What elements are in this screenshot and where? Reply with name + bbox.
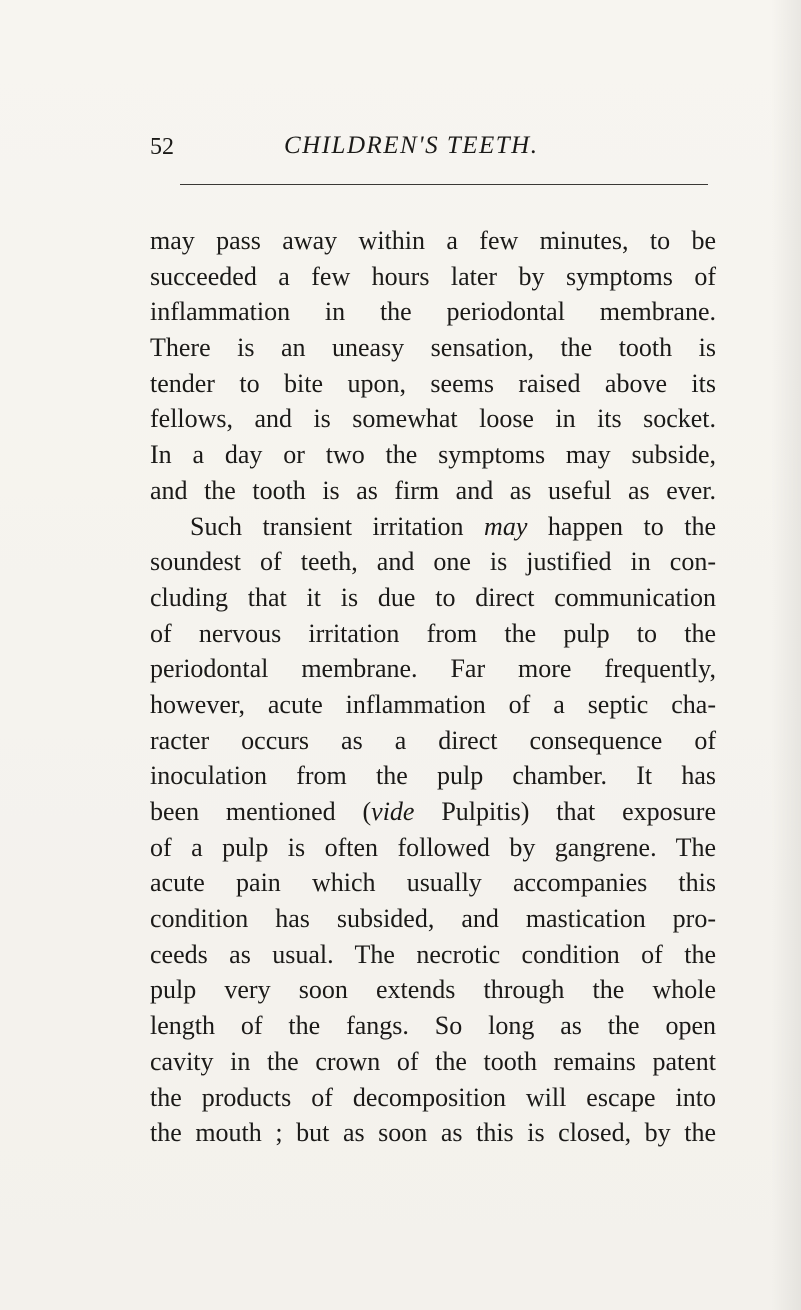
text-line (150, 294, 716, 330)
text-segment: condition has subsided, and mastication pro- (150, 904, 716, 934)
text-line (150, 723, 716, 759)
text-segment: periodontal membrane. Far more frequently, (150, 654, 716, 684)
running-head: CHILDREN'S TEETH. (284, 132, 539, 159)
text-segment: been mentioned ( (150, 797, 372, 826)
text-segment: Such transient irritation (190, 511, 485, 541)
text-line (150, 259, 716, 295)
text-line (150, 687, 716, 723)
text-line (150, 366, 716, 402)
text-line (150, 437, 716, 473)
text-segment: of nervous irritation from the pulp to the (150, 618, 716, 648)
text-line (150, 794, 716, 830)
text-line (150, 937, 716, 973)
text-segment: however, acute inflammation of a septic cha- (150, 689, 716, 719)
text-line (150, 509, 716, 545)
text-line (150, 972, 716, 1008)
text-segment: of a pulp is often followed by gangrene. The (150, 832, 716, 862)
text-line (150, 901, 716, 937)
text-line (150, 401, 716, 437)
text-segment: and the tooth is as firm and as useful as ever. (150, 475, 716, 505)
text-line (150, 865, 716, 901)
text-segment: the products of decomposition will escape into (150, 1082, 716, 1112)
text-line (150, 544, 716, 580)
text-line (150, 330, 716, 366)
text-line (150, 1044, 716, 1080)
text-segment: pulp very soon extends through the whole (150, 975, 716, 1005)
page-edge-shadow (771, 0, 801, 1310)
body-text (150, 223, 716, 1151)
text-segment: There is an uneasy sensation, the tooth is (150, 333, 716, 363)
text-segment: the mouth ; but as soon as this is closed, by the (150, 1118, 716, 1148)
text-segment: cluding that it is due to direct communication (150, 582, 716, 612)
text-line (150, 580, 716, 616)
text-segment: Pulpitis) that exposure (414, 797, 716, 826)
text-segment: ceeds as usual. The necrotic condition of the (150, 939, 716, 969)
text-line (150, 1008, 716, 1044)
text-segment: inoculation from the pulp chamber. It has (150, 761, 716, 791)
text-segment: inflammation in the periodontal membrane. (150, 297, 716, 327)
text-segment: happen to the (527, 511, 716, 541)
text-segment: In a day or two the symptoms may subside, (150, 440, 716, 470)
italic-text: vide (371, 797, 415, 826)
text-segment: tender to bite upon, seems raised above its (150, 368, 716, 398)
text-line (150, 830, 716, 866)
text-line (150, 1080, 716, 1116)
text-line (150, 223, 716, 259)
text-line (150, 651, 716, 687)
text-segment: soundest of teeth, and one is justified in con- (150, 547, 716, 577)
italic-text: may (484, 511, 528, 541)
text-segment: racter occurs as a direct consequence of (150, 725, 716, 755)
header-rule (180, 184, 708, 185)
page-header (150, 132, 710, 164)
text-line (150, 473, 716, 509)
page-number: 52 (150, 134, 174, 160)
text-segment: length of the fangs. So long as the open (150, 1011, 716, 1041)
text-segment: acute pain which usually accompanies this (150, 868, 716, 898)
text-line (150, 616, 716, 652)
text-segment: succeeded a few hours later by symptoms of (150, 261, 716, 291)
text-segment: fellows, and is somewhat loose in its socket. (150, 404, 716, 434)
text-line (150, 1115, 716, 1151)
text-segment: may pass away within a few minutes, to be (150, 226, 716, 255)
text-line (150, 758, 716, 794)
text-segment: cavity in the crown of the tooth remains patent (150, 1046, 716, 1076)
